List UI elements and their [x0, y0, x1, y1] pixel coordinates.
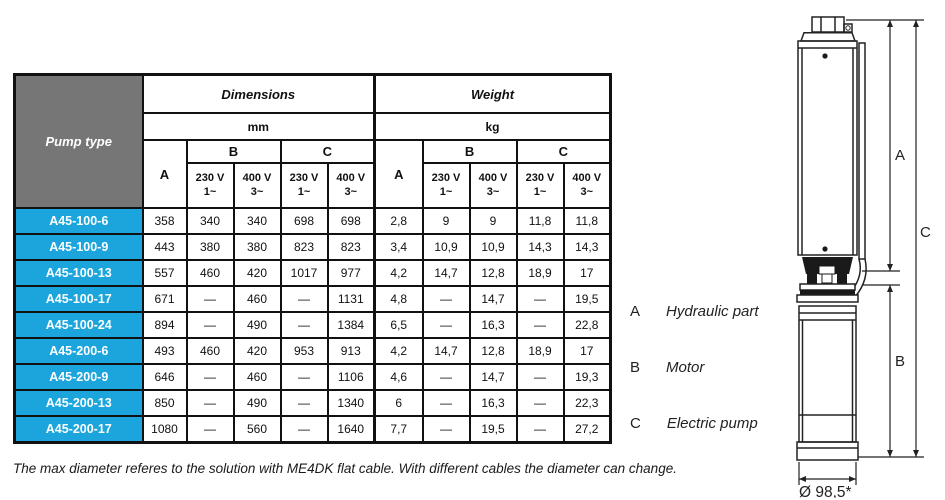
weight-cell: — [423, 390, 470, 416]
weight-cell: 14,7 [470, 286, 517, 312]
table-row [15, 338, 611, 364]
legend-label-b: Motor [666, 359, 705, 376]
weight-cell: 14,7 [423, 338, 470, 364]
pump-type-cell: A45-200-13 [15, 390, 143, 416]
dim-cell: 1340 [328, 390, 375, 416]
dim-cell: 698 [328, 208, 375, 234]
pump-type-cell: A45-100-6 [15, 208, 143, 234]
weight-cell: 4,2 [375, 260, 423, 286]
dim-cell: 340 [234, 208, 281, 234]
legend-key-b: B [630, 359, 641, 376]
weight-cell: 11,8 [517, 208, 564, 234]
weight-cell: 9 [470, 208, 517, 234]
legend-label-c: Electric pump [666, 415, 758, 432]
pump-technical-drawing [780, 8, 940, 498]
table-row [15, 416, 611, 442]
coupling-band [797, 295, 858, 302]
dim-cell: — [187, 390, 234, 416]
weight-cell: 6,5 [375, 312, 423, 338]
dim-cell: 460 [187, 260, 234, 286]
dim-cell: — [281, 312, 328, 338]
weight-cell: 18,9 [517, 260, 564, 286]
dim-cell: 460 [234, 286, 281, 312]
dim-cell: 823 [281, 234, 328, 260]
weight-b-230v-header: 230 V 1~ [423, 163, 470, 208]
pump-type-cell: A45-200-17 [15, 416, 143, 442]
dim-cell: 1106 [328, 364, 375, 390]
pump-discharge-cap [812, 17, 844, 32]
dim-cell: — [281, 390, 328, 416]
legend-item-b [630, 359, 704, 376]
weight-section-header: Weight [375, 75, 611, 114]
dimensions-section-header: Dimensions [143, 75, 375, 114]
weight-cell: 14,7 [470, 364, 517, 390]
pump-type-cell: A45-200-9 [15, 364, 143, 390]
dim-b-400v-header: 400 V 3~ [234, 163, 281, 208]
weight-cell: 9 [423, 208, 470, 234]
pump-type-cell: A45-100-17 [15, 286, 143, 312]
dim-cell: 850 [143, 390, 187, 416]
weight-cell: 12,8 [470, 260, 517, 286]
footnote: The max diameter referes to the solution with ME4DK flat cable. With different cables the diameter can change. [13, 461, 677, 476]
dim-cell: — [187, 416, 234, 442]
pump-type-cell: A45-100-13 [15, 260, 143, 286]
weight-cell: — [423, 416, 470, 442]
weight-cell: 12,8 [470, 338, 517, 364]
pump-type-cell: A45-100-9 [15, 234, 143, 260]
dim-cell: — [281, 416, 328, 442]
bolt-dot-top [822, 53, 827, 58]
legend-key-c: C [630, 415, 641, 432]
dim-cell: 557 [143, 260, 187, 286]
weight-cell: 4,2 [375, 338, 423, 364]
dim-b-230v-header: 230 V 1~ [187, 163, 234, 208]
dim-group-c: C [281, 140, 375, 163]
dim-cell: 977 [328, 260, 375, 286]
dim-cell: 1131 [328, 286, 375, 312]
dim-cell: — [187, 364, 234, 390]
dim-cell: 953 [281, 338, 328, 364]
dim-label-c: C [920, 224, 931, 241]
dim-cell: 823 [328, 234, 375, 260]
cable-guard [859, 43, 865, 259]
dim-label-b: B [895, 353, 906, 370]
pump-type-cell: A45-200-6 [15, 338, 143, 364]
weight-cell: — [517, 390, 564, 416]
legend-item-c [630, 415, 758, 432]
dim-cell: 493 [143, 338, 187, 364]
weight-cell: — [423, 312, 470, 338]
diameter-label: Ø 98,5* [799, 484, 852, 498]
weight-cell: 6 [375, 390, 423, 416]
dim-label-a: A [895, 147, 906, 164]
weight-cell: — [517, 364, 564, 390]
dim-cell: 358 [143, 208, 187, 234]
weight-cell: 22,3 [564, 390, 611, 416]
dim-c-400v-header: 400 V 3~ [328, 163, 375, 208]
weight-unit: kg [375, 113, 611, 140]
dim-cell: 913 [328, 338, 375, 364]
weight-cell: 2,8 [375, 208, 423, 234]
weight-cell: — [517, 416, 564, 442]
motor-body [797, 306, 858, 460]
dim-cell: — [187, 286, 234, 312]
dim-cell: 1640 [328, 416, 375, 442]
weight-cell: — [517, 286, 564, 312]
weight-cell: 19,5 [564, 286, 611, 312]
dim-cell: — [281, 286, 328, 312]
dim-cell: — [281, 364, 328, 390]
legend-key-a: A [630, 303, 641, 320]
weight-cell: 16,3 [470, 312, 517, 338]
header-row-sections [15, 75, 611, 114]
weight-group-b: B [423, 140, 517, 163]
table-body [15, 208, 611, 442]
dim-cell: 340 [187, 208, 234, 234]
dim-cell: 1384 [328, 312, 375, 338]
weight-cell: 4,6 [375, 364, 423, 390]
dim-cell: 560 [234, 416, 281, 442]
dim-cell: 420 [234, 338, 281, 364]
weight-cell: 14,7 [423, 260, 470, 286]
weight-cell: 17 [564, 338, 611, 364]
dim-cell: 1017 [281, 260, 328, 286]
legend-item-a [630, 303, 759, 320]
dim-cell: — [187, 312, 234, 338]
weight-cell: 27,2 [564, 416, 611, 442]
dim-cell: 443 [143, 234, 187, 260]
weight-cell: 3,4 [375, 234, 423, 260]
bolt-dot-bottom [822, 246, 827, 251]
dim-col-a: A [143, 140, 187, 208]
dim-cell: 380 [234, 234, 281, 260]
weight-cell: 19,5 [470, 416, 517, 442]
dim-group-b: B [187, 140, 281, 163]
dim-cell: 380 [187, 234, 234, 260]
weight-cell: 11,8 [564, 208, 611, 234]
suction-intake [797, 53, 858, 302]
table-row [15, 234, 611, 260]
dim-cell: 698 [281, 208, 328, 234]
motor-bottom-cap [797, 442, 858, 460]
table-row [15, 286, 611, 312]
dim-cell: 894 [143, 312, 187, 338]
weight-cell: 17 [564, 260, 611, 286]
pump-spec-table-wrap [13, 73, 612, 444]
corner-pump-type-label: Pump type [15, 75, 143, 209]
dim-cell: 460 [234, 364, 281, 390]
weight-group-c: C [517, 140, 611, 163]
table-row [15, 312, 611, 338]
dim-cell: 671 [143, 286, 187, 312]
weight-cell: 18,9 [517, 338, 564, 364]
legend-label-a: Hydraulic part [666, 303, 759, 320]
weight-cell: 10,9 [423, 234, 470, 260]
dimensions-unit: mm [143, 113, 375, 140]
weight-cell: — [517, 312, 564, 338]
dim-cell: 1080 [143, 416, 187, 442]
dim-cell: 490 [234, 312, 281, 338]
weight-c-230v-header: 230 V 1~ [517, 163, 564, 208]
weight-cell: 14,3 [564, 234, 611, 260]
table-row [15, 260, 611, 286]
weight-cell: 14,3 [517, 234, 564, 260]
dim-cell: 420 [234, 260, 281, 286]
weight-cell: 7,7 [375, 416, 423, 442]
weight-cell: — [423, 286, 470, 312]
cable-fitting [844, 24, 852, 32]
weight-c-400v-header: 400 V 3~ [564, 163, 611, 208]
pump-type-cell: A45-100-24 [15, 312, 143, 338]
weight-cell: 19,3 [564, 364, 611, 390]
hydraulic-body [798, 41, 857, 255]
weight-cell: — [423, 364, 470, 390]
dim-cell: 646 [143, 364, 187, 390]
pump-spec-table [13, 73, 612, 444]
dim-cell: 490 [234, 390, 281, 416]
weight-col-a: A [375, 140, 423, 208]
table-row [15, 390, 611, 416]
weight-cell: 4,8 [375, 286, 423, 312]
pump-shoulder [801, 33, 855, 41]
dim-cell: 460 [187, 338, 234, 364]
dim-c-230v-header: 230 V 1~ [281, 163, 328, 208]
weight-cell: 10,9 [470, 234, 517, 260]
table-row [15, 208, 611, 234]
table-row [15, 364, 611, 390]
weight-cell: 16,3 [470, 390, 517, 416]
weight-cell: 22,8 [564, 312, 611, 338]
weight-b-400v-header: 400 V 3~ [470, 163, 517, 208]
